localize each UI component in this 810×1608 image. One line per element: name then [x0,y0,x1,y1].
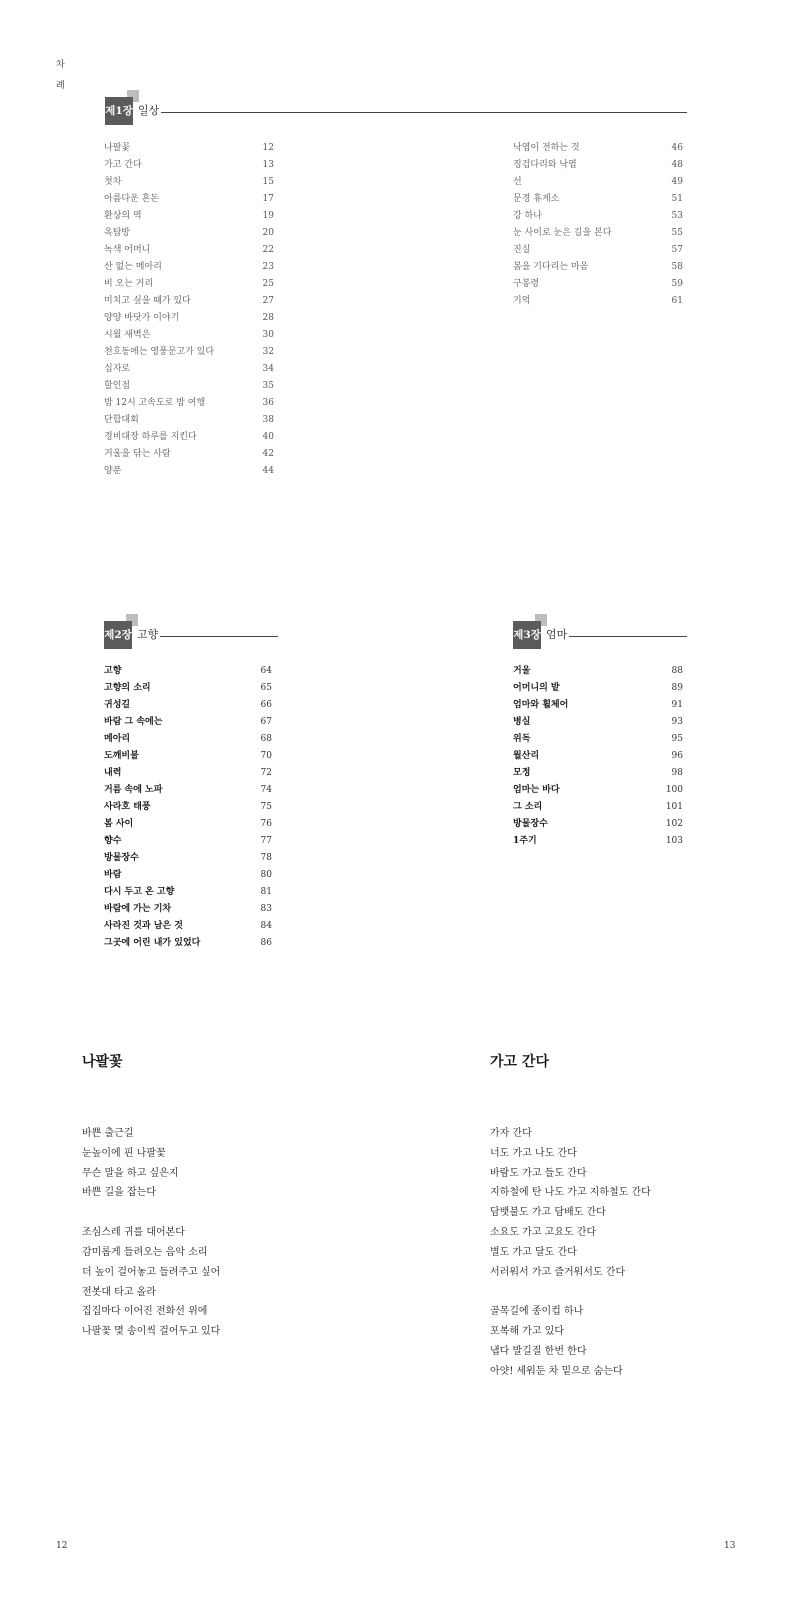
toc-entry-title: 진실 [513,245,531,255]
toc-entry-title: 다시 두고 온 고향 [104,887,175,897]
toc-entry-page: 101 [665,802,683,812]
toc-entry-page: 96 [671,751,683,761]
toc-entry[interactable] [104,310,274,327]
toc-entry[interactable] [513,208,683,225]
toc-entry-page: 81 [260,887,272,897]
toc-entry-page: 66 [260,700,272,710]
poem-stanza [490,1302,651,1381]
toc-label-char1: 차 [56,60,65,70]
toc-entry-title: 낙엽이 전하는 것 [513,143,580,153]
poem-line: 아얏! 세워둔 차 밑으로 숨는다 [490,1365,623,1377]
chapter-3-number: 제3장 [513,621,541,649]
toc-entry-page: 28 [262,313,274,323]
toc-entry[interactable] [513,663,683,680]
toc-entry[interactable] [513,157,683,174]
toc-entry-page: 93 [671,717,683,727]
toc-chapter-1-col2 [513,140,683,310]
toc-entry-page: 76 [260,819,272,829]
poem-line: 냅다 발길질 한번 한다 [490,1345,587,1357]
chapter-1-rule [161,112,687,113]
poem-1-title: 나팔꽃 [82,1054,123,1070]
toc-entry-title: 거름 속에 노파 [104,785,163,795]
poem-line: 감미롭게 들려오는 음악 소리 [82,1246,208,1258]
toc-entry[interactable] [513,782,683,799]
toc-entry-page: 77 [260,836,272,846]
toc-entry-title: 바람에 가는 기차 [104,904,172,914]
toc-entry-page: 13 [262,160,274,170]
toc-entry-page: 67 [260,717,272,727]
toc-entry[interactable] [513,174,683,191]
toc-entry-page: 27 [262,296,274,306]
toc-entry[interactable] [104,293,274,310]
toc-entry[interactable] [513,714,683,731]
toc-entry[interactable] [104,663,272,680]
poem-line: 너도 가고 나도 간다 [490,1147,577,1159]
toc-entry-page: 70 [260,751,272,761]
toc-entry[interactable] [104,918,272,935]
toc-entry-page: 49 [671,177,683,187]
toc-entry-page: 88 [671,666,683,676]
toc-entry-page: 19 [262,211,274,221]
toc-entry[interactable] [104,867,272,884]
toc-entry[interactable] [513,259,683,276]
toc-entry-title: 양양 바닷가 이야기 [104,313,180,323]
toc-entry-page: 40 [262,432,274,442]
toc-entry[interactable] [104,191,274,208]
toc-entry[interactable] [104,799,272,816]
toc-entry[interactable] [513,816,683,833]
toc-entry[interactable] [513,833,683,850]
toc-entry[interactable] [104,327,274,344]
toc-entry[interactable] [104,259,274,276]
poem-line: 바쁜 길을 잡는다 [82,1187,156,1199]
toc-entry[interactable] [513,140,683,157]
poem-2-title: 가고 간다 [490,1054,549,1070]
toc-entry[interactable] [104,850,272,867]
toc-entry[interactable] [104,714,272,731]
poem-line: 무슨 말을 하고 싶은지 [82,1167,179,1179]
toc-entry-page: 80 [260,870,272,880]
toc-entry-title: 나팔꽃 [104,143,131,153]
poem-line: 바람도 가고 들도 간다 [490,1167,587,1179]
toc-entry-title: 옥탑방 [104,228,131,238]
toc-entry-title: 그곳에 어린 내가 있었다 [104,938,201,948]
toc-entry[interactable] [104,697,272,714]
poem-line: 나팔꽃 몇 송이씩 걸어두고 있다 [82,1326,221,1338]
toc-entry-page: 12 [262,143,274,153]
chapter-2-number: 제2장 [104,621,132,649]
toc-entry-page: 65 [260,683,272,693]
chapter-1-title: 일상 [138,104,160,117]
toc-entry-title: 1주기 [513,836,537,846]
toc-entry[interactable] [513,697,683,714]
toc-entry[interactable] [104,731,272,748]
chapter-2-title: 고향 [137,628,159,641]
toc-entry[interactable] [513,225,683,242]
toc-entry-page: 86 [260,938,272,948]
toc-entry-title: 선 [513,177,522,187]
toc-entry[interactable] [104,429,274,446]
page-number-right: 13 [724,1541,736,1551]
toc-entry-page: 25 [262,279,274,289]
toc-entry[interactable] [104,884,272,901]
toc-entry[interactable] [104,361,274,378]
toc-entry-title: 기억 [513,296,531,306]
toc-entry-title: 사라호 태풍 [104,802,151,812]
toc-entry-page: 46 [671,143,683,153]
poem-line: 눈높이에 핀 나팔꽃 [82,1147,166,1159]
toc-chapter-1-col1 [104,140,274,480]
toc-entry[interactable] [104,833,272,850]
toc-entry[interactable] [104,935,272,952]
toc-entry-page: 74 [260,785,272,795]
toc-entry[interactable] [104,225,274,242]
toc-entry[interactable] [513,242,683,259]
toc-entry-page: 44 [262,466,274,476]
toc-entry[interactable] [104,174,274,191]
toc-entry-page: 83 [260,904,272,914]
toc-entry[interactable] [104,816,272,833]
poem-line: 소요도 가고 고요도 간다 [490,1226,597,1238]
toc-entry-title: 월산리 [513,751,540,761]
poem-line: 골목길에 종이컵 하나 [490,1306,584,1318]
poem-2-body [490,1124,651,1402]
toc-entry-page: 72 [260,768,272,778]
poem-line: 담뱃불도 가고 담배도 간다 [490,1207,606,1219]
toc-entry-page: 75 [260,802,272,812]
toc-entry-title: 모정 [513,768,531,778]
toc-entry-title: 메아리 [104,734,131,744]
toc-entry-title: 환상의 역 [104,211,142,221]
toc-entry-title: 사라진 것과 남은 것 [104,921,183,931]
toc-entry-page: 57 [671,245,683,255]
toc-entry-title: 산 없는 메아리 [104,262,162,272]
poem-line: 전봇대 타고 올라 [82,1286,156,1298]
toc-entry-page: 48 [671,160,683,170]
toc-entry-page: 34 [262,364,274,374]
toc-entry-title: 봄을 기다리는 마음 [513,262,589,272]
toc-entry-title: 아름다운 혼돈 [104,194,160,204]
toc-entry-title: 엄마는 바다 [513,785,560,795]
toc-entry[interactable] [104,395,274,412]
toc-entry-page: 64 [260,666,272,676]
toc-entry[interactable] [104,748,272,765]
toc-entry-page: 98 [671,768,683,778]
toc-entry-page: 89 [671,683,683,693]
poem-line: 조심스레 귀를 대어본다 [82,1227,185,1239]
chapter-2-header [104,614,278,646]
poem-line: 바쁜 출근길 [82,1128,134,1139]
toc-entry-page: 36 [262,398,274,408]
toc-entry-title: 첫차 [104,177,122,187]
toc-entry-title: 거울 [513,666,531,676]
toc-entry[interactable] [104,412,274,429]
toc-entry-page: 68 [260,734,272,744]
poem-stanza [490,1124,651,1282]
toc-label-char2: 례 [56,81,65,91]
toc-entry[interactable] [104,344,274,361]
toc-entry[interactable] [104,208,274,225]
poem-line: 집집마다 이어진 전화선 위에 [82,1306,208,1318]
poem-stanza [82,1124,220,1203]
toc-entry[interactable] [513,680,683,697]
poem-stanza [82,1223,220,1342]
toc-entry-title: 징검다리와 낙엽 [513,160,577,170]
toc-entry-title: 바람 그 속에는 [104,717,163,727]
toc-entry-title: 도깨비불 [104,751,139,761]
toc-entry-title: 경비대장 하루를 지킨다 [104,432,197,442]
toc-entry-page: 17 [262,194,274,204]
page-number-left: 12 [56,1541,68,1551]
chapter-3-header [513,614,687,646]
chapter-2-rule [160,636,278,637]
toc-entry-title: 천호동에는 영풍문고가 있다 [104,347,215,357]
toc-entry-page: 59 [671,279,683,289]
toc-entry-page: 20 [262,228,274,238]
toc-entry[interactable] [513,765,683,782]
toc-entry-title: 문경 휴게소 [513,194,560,204]
toc-entry-title: 병실 [513,717,531,727]
toc-entry[interactable] [104,463,274,480]
toc-entry-page: 38 [262,415,274,425]
toc-entry-title: 방물장수 [513,819,548,829]
toc-entry-title: 봄 사이 [104,819,134,829]
poem-line: 더 높이 걸어놓고 들려주고 싶어 [82,1266,221,1278]
toc-entry[interactable] [104,446,274,463]
poem-line: 지하철에 탄 나도 가고 지하철도 간다 [490,1187,651,1199]
toc-entry-page: 22 [262,245,274,255]
poem-line: 가자 간다 [490,1128,532,1139]
toc-entry[interactable] [104,680,272,697]
toc-entry-title: 내력 [104,768,122,778]
toc-entry[interactable] [513,276,683,293]
toc-entry-page: 103 [665,836,683,846]
toc-entry[interactable] [104,140,274,157]
toc-entry-title: 어머니의 밭 [513,683,560,693]
toc-entry-title: 미치고 싶을 때가 있다 [104,296,191,306]
toc-entry-title: 십자로 [104,364,131,374]
toc-entry-page: 51 [671,194,683,204]
toc-entry-title: 고향 [104,666,122,676]
chapter-3-title: 엄마 [546,628,568,641]
toc-entry-page: 78 [260,853,272,863]
toc-entry-page: 58 [671,262,683,272]
toc-entry-page: 100 [665,785,683,795]
toc-entry[interactable] [104,242,274,259]
toc-entry[interactable] [104,782,272,799]
toc-entry-page: 91 [671,700,683,710]
toc-entry-page: 95 [671,734,683,744]
toc-entry-page: 55 [671,228,683,238]
toc-chapter-3 [513,663,683,850]
toc-entry-page: 30 [262,330,274,340]
poem-line: 서러워서 가고 즐거워서도 간다 [490,1266,626,1278]
toc-entry-title: 비 오는 거리 [104,279,154,289]
chapter-1-header [105,90,687,122]
toc-entry-title: 바람 [104,870,122,880]
toc-entry-page: 35 [262,381,274,391]
toc-entry[interactable] [104,276,274,293]
toc-entry-title: 귀성길 [104,700,131,710]
toc-entry[interactable] [104,901,272,918]
toc-entry-page: 61 [671,296,683,306]
toc-entry-title: 엄마와 휠체어 [513,700,569,710]
toc-entry[interactable] [513,293,683,310]
toc-entry-page: 15 [262,177,274,187]
toc-entry[interactable] [513,731,683,748]
poem-line: 포복해 가고 있다 [490,1326,564,1338]
toc-entry-page: 84 [260,921,272,931]
toc-chapter-2 [104,663,272,952]
toc-entry-title: 방물장수 [104,853,139,863]
toc-entry-page: 23 [262,262,274,272]
toc-entry-title: 눈 사이로 눈은 길을 본다 [513,228,612,238]
toc-entry-title: 그 소리 [513,802,543,812]
toc-entry-page: 102 [665,819,683,829]
toc-entry[interactable] [104,765,272,782]
toc-entry[interactable] [104,378,274,395]
toc-entry-page: 32 [262,347,274,357]
toc-entry-title: 단합대회 [104,415,139,425]
toc-entry[interactable] [513,748,683,765]
toc-entry[interactable] [513,191,683,208]
chapter-3-rule [569,636,687,637]
toc-entry-title: 가고 간다 [104,160,142,170]
toc-entry[interactable] [104,157,274,174]
toc-entry-page: 42 [262,449,274,459]
poem-line: 별도 가고 달도 간다 [490,1246,577,1258]
toc-entry-title: 향수 [104,836,122,846]
toc-entry-title: 강 하나 [513,211,542,221]
toc-entry-title: 구봉령 [513,279,540,289]
toc-entry-title: 양푼 [104,466,122,476]
toc-entry[interactable] [513,799,683,816]
poem-1-body [82,1124,220,1362]
toc-entry-title: 고향의 소리 [104,683,151,693]
toc-entry-page: 53 [671,211,683,221]
toc-entry-title: 녹색 어머니 [104,245,151,255]
chapter-1-number: 제1장 [105,97,133,125]
toc-entry-title: 시월 새벽은 [104,330,151,340]
toc-entry-title: 밤 12시 고속도로 밤 여행 [104,398,206,408]
toc-entry-title: 위독 [513,734,531,744]
toc-entry-title: 할인점 [104,381,131,391]
toc-entry-title: 거울을 닦는 사람 [104,449,171,459]
